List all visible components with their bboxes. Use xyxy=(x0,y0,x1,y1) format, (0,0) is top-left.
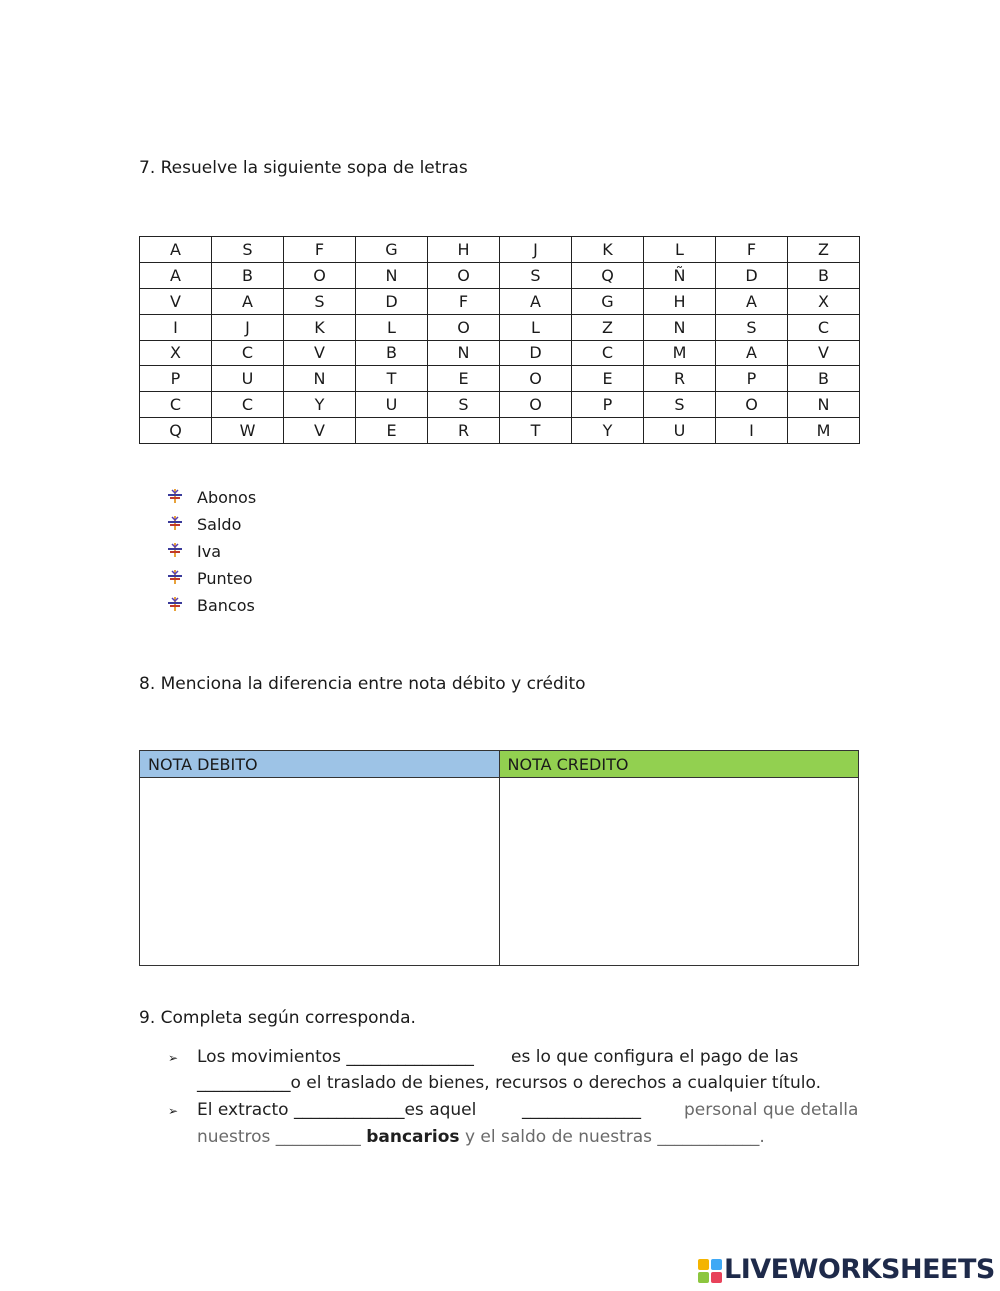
grid-cell[interactable]: L xyxy=(500,315,572,341)
word-label: Bancos xyxy=(197,596,255,615)
grid-cell[interactable]: N xyxy=(356,263,428,289)
grid-cell[interactable]: S xyxy=(644,392,716,418)
fill-item-1-line-1b: es lo que configura el pago de las xyxy=(511,1047,799,1067)
word-label: Punteo xyxy=(197,569,253,588)
arrow-bullet-icon xyxy=(168,596,197,616)
word-list-item xyxy=(168,592,256,619)
arrow-bullet-icon xyxy=(168,569,197,589)
fill-item-2-line-2 xyxy=(197,1127,765,1147)
arrow-bullet-icon xyxy=(168,488,197,508)
grid-cell[interactable]: N xyxy=(644,315,716,341)
fill-item-2-line-1a: El extracto _____________es aquel xyxy=(197,1100,477,1120)
grid-cell[interactable]: S xyxy=(428,392,500,418)
grid-cell[interactable]: Z xyxy=(788,237,860,263)
section-8-heading: 8. Menciona la diferencia entre nota débito y crédito xyxy=(139,674,586,694)
grid-cell[interactable]: T xyxy=(500,418,572,444)
grid-cell[interactable]: N xyxy=(428,341,500,367)
section-7-heading: 7. Resuelve la siguiente sopa de letras xyxy=(139,158,468,178)
grid-cell[interactable]: F xyxy=(716,237,788,263)
grid-cell[interactable]: S xyxy=(212,237,284,263)
grid-cell[interactable]: E xyxy=(428,366,500,392)
grid-cell[interactable]: O xyxy=(428,263,500,289)
grid-cell[interactable]: Y xyxy=(572,418,644,444)
grid-cell[interactable]: G xyxy=(572,289,644,315)
grid-cell[interactable]: A xyxy=(140,263,212,289)
grid-cell[interactable]: V xyxy=(140,289,212,315)
grid-cell[interactable]: F xyxy=(284,237,356,263)
grid-cell[interactable]: A xyxy=(716,289,788,315)
grid-cell[interactable]: E xyxy=(356,418,428,444)
grid-cell[interactable]: M xyxy=(644,341,716,367)
grid-cell[interactable]: S xyxy=(500,263,572,289)
grid-cell[interactable]: I xyxy=(140,315,212,341)
grid-cell[interactable]: Q xyxy=(140,418,212,444)
word-label: Abonos xyxy=(197,488,257,507)
grid-cell[interactable]: P xyxy=(140,366,212,392)
word-list xyxy=(168,484,256,619)
grid-cell[interactable]: U xyxy=(212,366,284,392)
arrow-bullet-icon xyxy=(168,542,197,562)
grid-cell[interactable]: E xyxy=(572,366,644,392)
grid-cell[interactable]: P xyxy=(716,366,788,392)
grid-cell[interactable]: I xyxy=(716,418,788,444)
arrow-bullet-icon xyxy=(168,515,197,535)
arrow-bullet-icon: ➢ xyxy=(168,1104,179,1118)
grid-cell[interactable]: S xyxy=(284,289,356,315)
nota-debito-header: NOTA DEBITO xyxy=(140,751,500,778)
grid-cell[interactable]: S xyxy=(716,315,788,341)
grid-cell[interactable]: B xyxy=(356,341,428,367)
word-list-item xyxy=(168,511,256,538)
grid-cell[interactable]: M xyxy=(788,418,860,444)
grid-cell[interactable]: O xyxy=(500,366,572,392)
grid-cell[interactable]: H xyxy=(644,289,716,315)
grid-cell[interactable]: B xyxy=(788,366,860,392)
grid-cell[interactable]: X xyxy=(788,289,860,315)
word-search-grid xyxy=(139,236,860,444)
grid-cell[interactable]: O xyxy=(428,315,500,341)
grid-cell[interactable]: B xyxy=(212,263,284,289)
grid-cell[interactable]: C xyxy=(140,392,212,418)
grid-cell[interactable]: Ñ xyxy=(644,263,716,289)
grid-cell[interactable]: A xyxy=(140,237,212,263)
grid-cell[interactable]: G xyxy=(356,237,428,263)
grid-cell[interactable]: Y xyxy=(284,392,356,418)
grid-cell[interactable]: D xyxy=(500,341,572,367)
fill-item-2-line-1b: ______________ xyxy=(522,1100,641,1120)
grid-cell[interactable]: T xyxy=(356,366,428,392)
grid-cell[interactable]: F xyxy=(428,289,500,315)
fill-item-1-line-1a: Los movimientos _______________ xyxy=(197,1047,474,1067)
fill-item-2-line-1c: personal que detalla xyxy=(684,1100,859,1120)
note-comparison-table xyxy=(139,750,859,966)
word-list-item xyxy=(168,565,256,592)
grid-cell[interactable]: V xyxy=(788,341,860,367)
grid-cell[interactable]: N xyxy=(788,392,860,418)
nota-credito-answer-cell[interactable] xyxy=(499,778,859,966)
grid-cell[interactable]: Z xyxy=(572,315,644,341)
grid-cell[interactable]: W xyxy=(212,418,284,444)
liveworksheets-logo-text: LIVEWORKSHEETS xyxy=(724,1254,995,1285)
word-list-item xyxy=(168,538,256,565)
grid-cell[interactable]: O xyxy=(284,263,356,289)
grid-cell[interactable]: B xyxy=(788,263,860,289)
grid-cell[interactable]: J xyxy=(212,315,284,341)
grid-cell[interactable]: Q xyxy=(572,263,644,289)
grid-cell[interactable]: V xyxy=(284,341,356,367)
grid-cell[interactable]: D xyxy=(356,289,428,315)
fill-item-2-line-2b: y el saldo de nuestras ____________. xyxy=(464,1127,765,1147)
nota-debito-answer-cell[interactable] xyxy=(140,778,500,966)
fill-item-2-line-2a: nuestros __________ xyxy=(197,1127,361,1147)
grid-cell[interactable]: L xyxy=(644,237,716,263)
fill-item-2-bold-word: bancarios xyxy=(366,1127,460,1147)
grid-cell[interactable]: X xyxy=(140,341,212,367)
grid-cell[interactable]: V xyxy=(284,418,356,444)
grid-cell[interactable]: D xyxy=(716,263,788,289)
grid-cell[interactable]: A xyxy=(212,289,284,315)
grid-cell[interactable]: C xyxy=(212,341,284,367)
grid-cell[interactable]: O xyxy=(716,392,788,418)
grid-cell[interactable]: J xyxy=(500,237,572,263)
grid-cell[interactable]: O xyxy=(500,392,572,418)
grid-cell[interactable]: C xyxy=(788,315,860,341)
nota-credito-header: NOTA CREDITO xyxy=(499,751,859,778)
section-9-heading: 9. Completa según corresponda. xyxy=(139,1008,416,1028)
grid-cell[interactable]: A xyxy=(716,341,788,367)
fill-item-1-line-2: ___________o el traslado de bienes, recursos o derechos a cualquier título. xyxy=(197,1073,821,1093)
grid-cell[interactable]: P xyxy=(572,392,644,418)
grid-cell[interactable]: L xyxy=(356,315,428,341)
grid-cell[interactable]: R xyxy=(644,366,716,392)
grid-cell[interactable]: C xyxy=(572,341,644,367)
grid-cell[interactable]: N xyxy=(284,366,356,392)
word-list-item xyxy=(168,484,256,511)
grid-cell[interactable]: K xyxy=(572,237,644,263)
grid-cell[interactable]: R xyxy=(428,418,500,444)
grid-cell[interactable]: U xyxy=(644,418,716,444)
arrow-bullet-icon: ➢ xyxy=(168,1051,179,1065)
grid-cell[interactable]: H xyxy=(428,237,500,263)
liveworksheets-logo xyxy=(698,1254,994,1286)
liveworksheets-logo-icon xyxy=(698,1259,722,1283)
word-label: Iva xyxy=(197,542,221,561)
grid-cell[interactable]: K xyxy=(284,315,356,341)
word-label: Saldo xyxy=(197,515,242,534)
grid-cell[interactable]: C xyxy=(212,392,284,418)
grid-cell[interactable]: U xyxy=(356,392,428,418)
grid-cell[interactable]: A xyxy=(500,289,572,315)
